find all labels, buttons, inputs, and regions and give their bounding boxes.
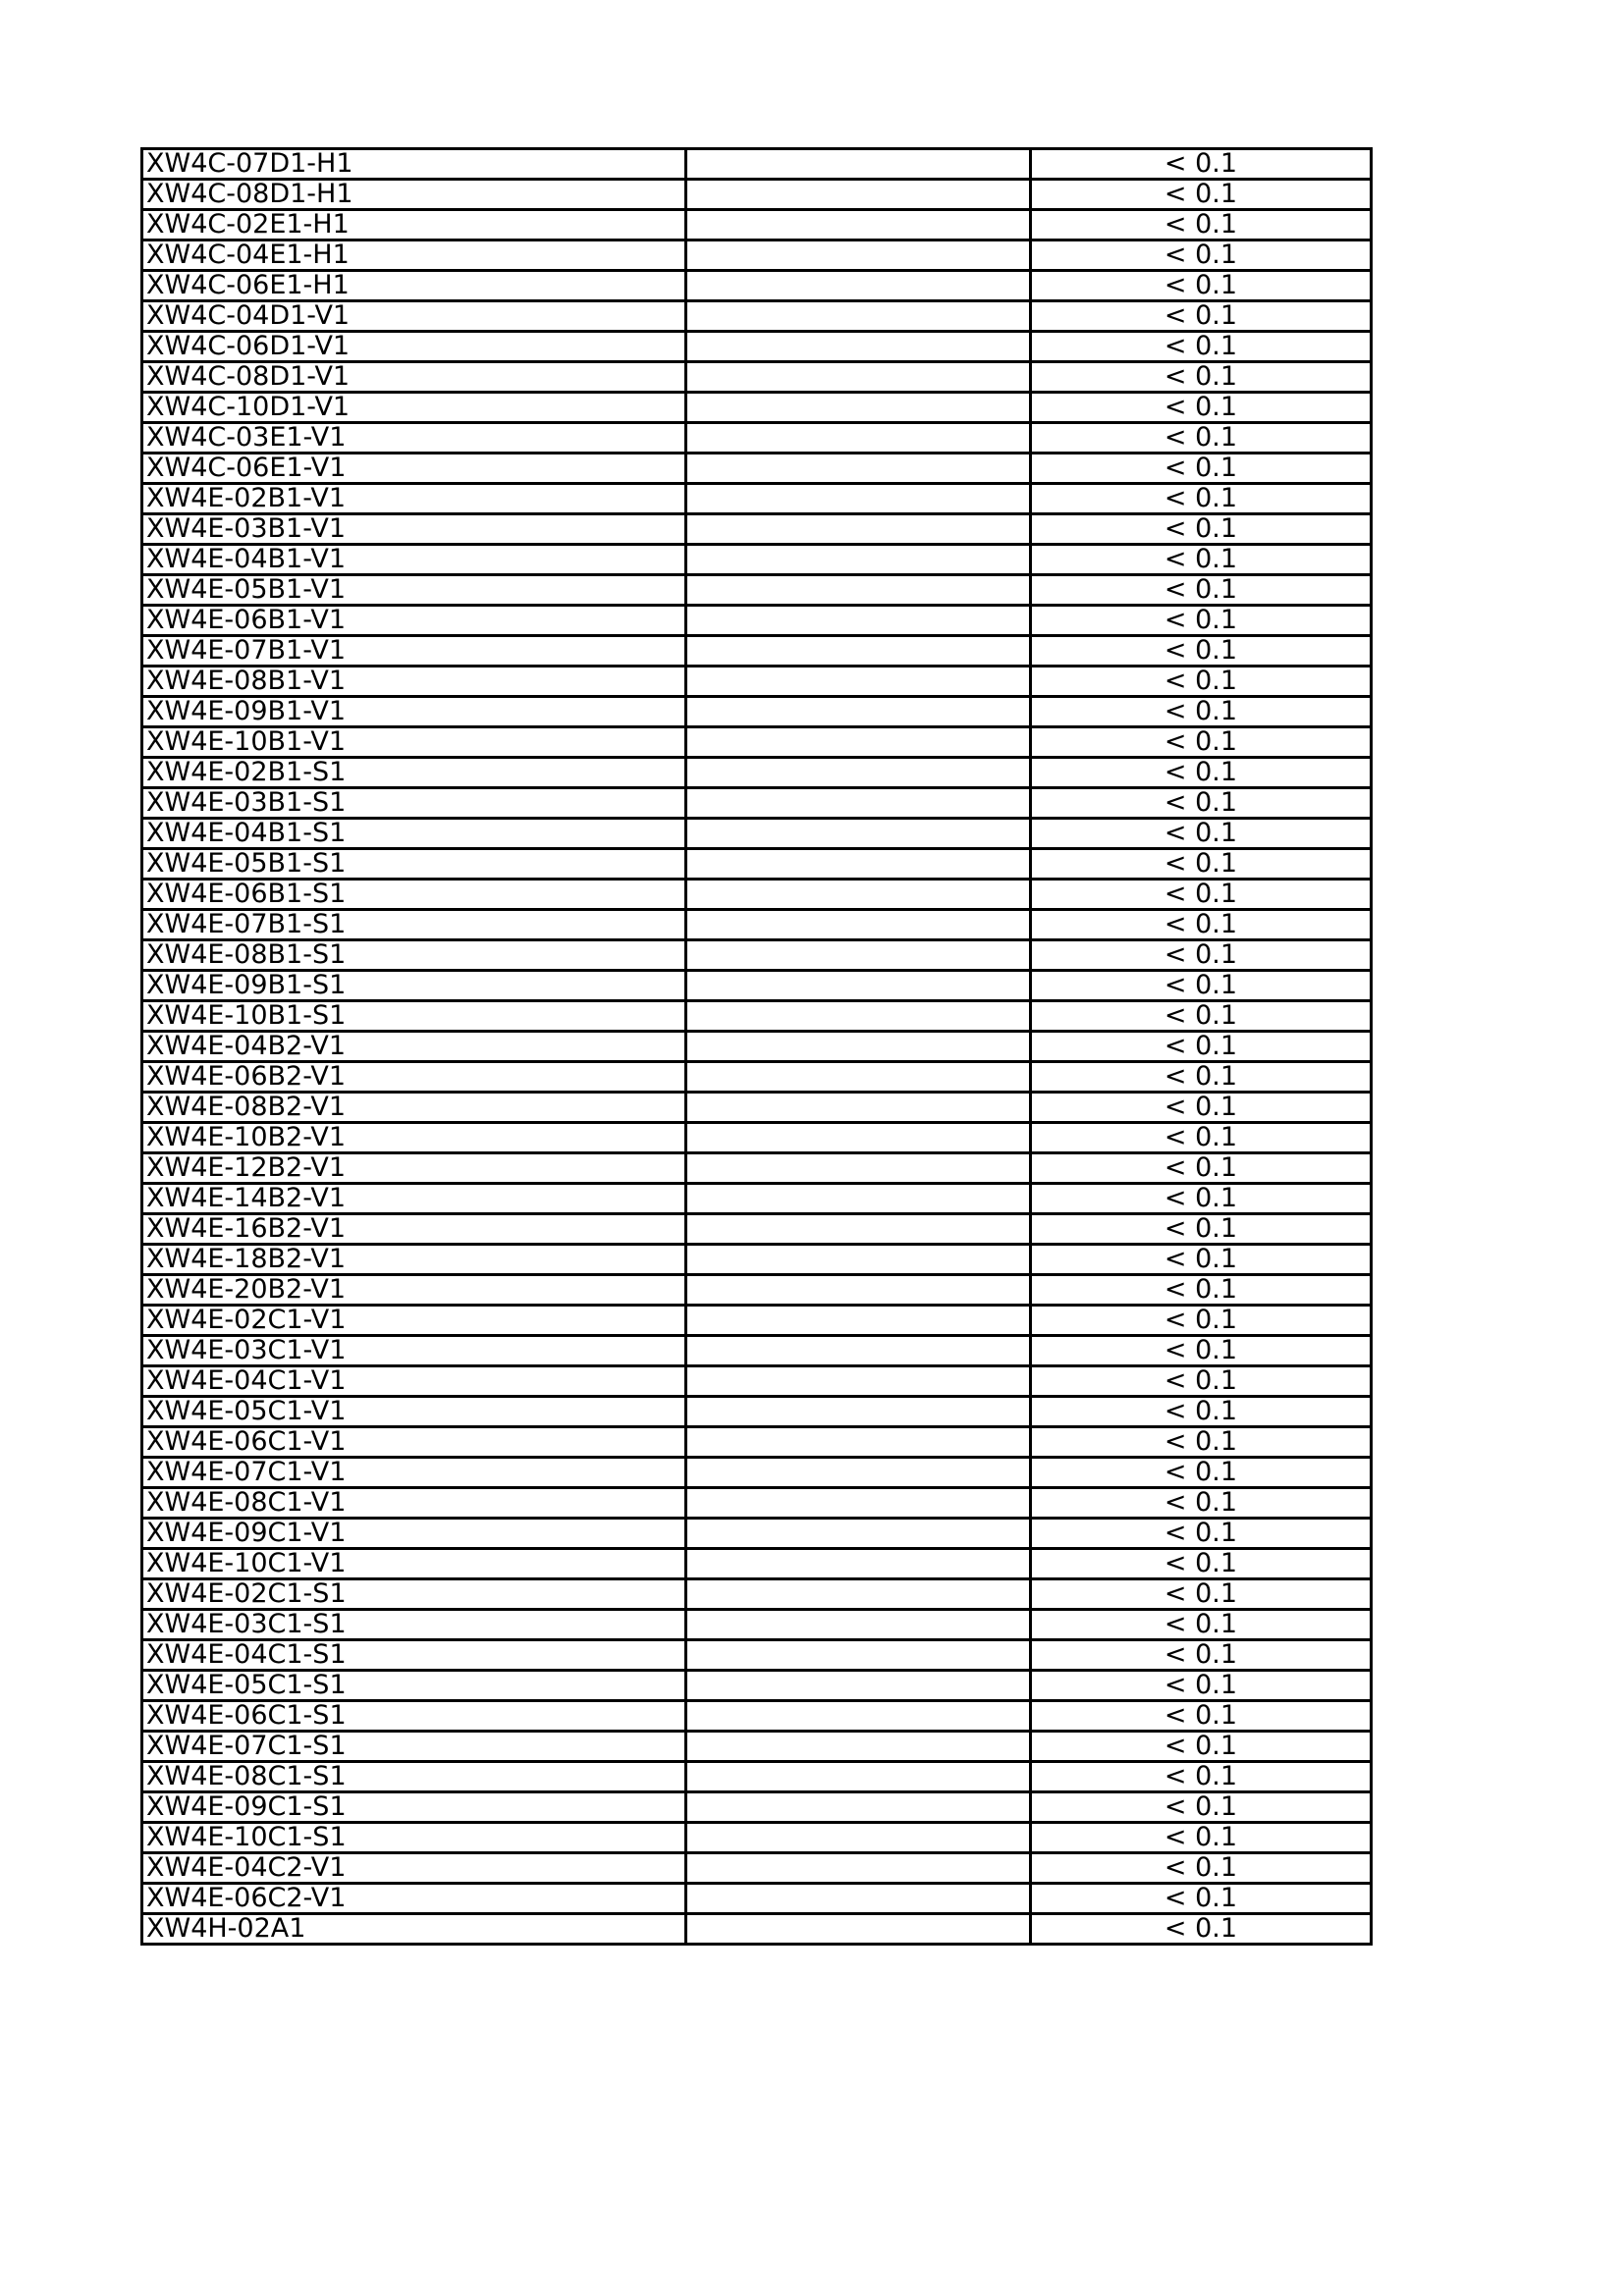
sample-id-cell: XW4E-09B1-V1 xyxy=(142,697,686,727)
result-value-cell: < 0.1 xyxy=(1031,1336,1372,1366)
result-value-cell: < 0.1 xyxy=(1031,819,1372,849)
result-value-cell: < 0.1 xyxy=(1031,1032,1372,1062)
sample-id-cell: XW4E-06C2-V1 xyxy=(142,1884,686,1914)
empty-cell xyxy=(686,788,1031,819)
empty-cell xyxy=(686,1519,1031,1549)
sample-id-cell: XW4C-04D1-V1 xyxy=(142,301,686,332)
table-row xyxy=(142,1306,1372,1336)
result-value-cell: < 0.1 xyxy=(1031,1762,1372,1792)
sample-id-cell: XW4E-03B1-V1 xyxy=(142,514,686,545)
empty-cell xyxy=(686,1245,1031,1275)
result-value-cell: < 0.1 xyxy=(1031,1123,1372,1153)
empty-cell xyxy=(686,1123,1031,1153)
empty-cell xyxy=(686,1640,1031,1671)
table-row xyxy=(142,393,1372,423)
sample-id-cell: XW4C-02E1-H1 xyxy=(142,210,686,240)
empty-cell xyxy=(686,1153,1031,1184)
sample-id-cell: XW4E-02C1-S1 xyxy=(142,1579,686,1610)
result-value-cell: < 0.1 xyxy=(1031,1306,1372,1336)
empty-cell xyxy=(686,1884,1031,1914)
empty-cell xyxy=(686,1366,1031,1397)
result-value-cell: < 0.1 xyxy=(1031,1153,1372,1184)
result-value-cell: < 0.1 xyxy=(1031,454,1372,484)
empty-cell xyxy=(686,240,1031,271)
sample-id-cell: XW4E-07C1-V1 xyxy=(142,1458,686,1488)
table-row xyxy=(142,514,1372,545)
result-value-cell: < 0.1 xyxy=(1031,1823,1372,1853)
empty-cell xyxy=(686,1732,1031,1762)
result-value-cell: < 0.1 xyxy=(1031,1884,1372,1914)
table-row xyxy=(142,849,1372,880)
empty-cell xyxy=(686,727,1031,758)
sample-id-cell: XW4E-04C1-S1 xyxy=(142,1640,686,1671)
result-value-cell: < 0.1 xyxy=(1031,1914,1372,1945)
table-row xyxy=(142,1427,1372,1458)
sample-id-cell: XW4E-08B1-V1 xyxy=(142,667,686,697)
empty-cell xyxy=(686,514,1031,545)
table-row xyxy=(142,362,1372,393)
table-row xyxy=(142,1701,1372,1732)
empty-cell xyxy=(686,1701,1031,1732)
sample-id-cell: XW4E-07B1-S1 xyxy=(142,910,686,940)
table-row xyxy=(142,940,1372,971)
sample-id-cell: XW4C-04E1-H1 xyxy=(142,240,686,271)
table-row xyxy=(142,636,1372,667)
sample-id-cell: XW4E-05C1-V1 xyxy=(142,1397,686,1427)
result-value-cell: < 0.1 xyxy=(1031,362,1372,393)
sample-id-cell: XW4E-10B2-V1 xyxy=(142,1123,686,1153)
sample-id-cell: XW4E-09C1-S1 xyxy=(142,1792,686,1823)
sample-id-cell: XW4E-03C1-S1 xyxy=(142,1610,686,1640)
result-value-cell: < 0.1 xyxy=(1031,1640,1372,1671)
result-value-cell: < 0.1 xyxy=(1031,1184,1372,1214)
table-row xyxy=(142,1488,1372,1519)
table-row xyxy=(142,880,1372,910)
empty-cell xyxy=(686,636,1031,667)
result-value-cell: < 0.1 xyxy=(1031,1397,1372,1427)
result-value-cell: < 0.1 xyxy=(1031,940,1372,971)
empty-cell xyxy=(686,1579,1031,1610)
sample-id-cell: XW4C-10D1-V1 xyxy=(142,393,686,423)
table-row xyxy=(142,1214,1372,1245)
empty-cell xyxy=(686,971,1031,1001)
sample-id-cell: XW4C-06E1-V1 xyxy=(142,454,686,484)
table-row xyxy=(142,240,1372,271)
sample-id-cell: XW4E-02C1-V1 xyxy=(142,1306,686,1336)
table-row xyxy=(142,1519,1372,1549)
table-row xyxy=(142,1823,1372,1853)
table-row xyxy=(142,575,1372,606)
table-row xyxy=(142,545,1372,575)
table-row xyxy=(142,1062,1372,1093)
empty-cell xyxy=(686,180,1031,210)
result-value-cell: < 0.1 xyxy=(1031,910,1372,940)
empty-cell xyxy=(686,1671,1031,1701)
result-value-cell: < 0.1 xyxy=(1031,210,1372,240)
empty-cell xyxy=(686,1792,1031,1823)
table-row xyxy=(142,1245,1372,1275)
result-value-cell: < 0.1 xyxy=(1031,514,1372,545)
empty-cell xyxy=(686,1275,1031,1306)
empty-cell xyxy=(686,1762,1031,1792)
empty-cell xyxy=(686,362,1031,393)
result-value-cell: < 0.1 xyxy=(1031,1488,1372,1519)
result-value-cell: < 0.1 xyxy=(1031,484,1372,514)
table-row xyxy=(142,758,1372,788)
sample-id-cell: XW4E-03B1-S1 xyxy=(142,788,686,819)
result-value-cell: < 0.1 xyxy=(1031,1732,1372,1762)
empty-cell xyxy=(686,271,1031,301)
empty-cell xyxy=(686,940,1031,971)
result-value-cell: < 0.1 xyxy=(1031,1671,1372,1701)
table-body xyxy=(142,149,1372,1945)
empty-cell xyxy=(686,1062,1031,1093)
empty-cell xyxy=(686,1458,1031,1488)
empty-cell xyxy=(686,758,1031,788)
table-row xyxy=(142,1123,1372,1153)
empty-cell xyxy=(686,910,1031,940)
sample-id-cell: XW4E-10C1-S1 xyxy=(142,1823,686,1853)
result-value-cell: < 0.1 xyxy=(1031,180,1372,210)
table-row xyxy=(142,1610,1372,1640)
table-row xyxy=(142,1032,1372,1062)
result-value-cell: < 0.1 xyxy=(1031,1549,1372,1579)
sample-id-cell: XW4E-10B1-S1 xyxy=(142,1001,686,1032)
sample-id-cell: XW4E-14B2-V1 xyxy=(142,1184,686,1214)
empty-cell xyxy=(686,454,1031,484)
empty-cell xyxy=(686,301,1031,332)
sample-id-cell: XW4H-02A1 xyxy=(142,1914,686,1945)
empty-cell xyxy=(686,1914,1031,1945)
result-value-cell: < 0.1 xyxy=(1031,971,1372,1001)
sample-id-cell: XW4E-05B1-S1 xyxy=(142,849,686,880)
empty-cell xyxy=(686,1032,1031,1062)
table-row xyxy=(142,910,1372,940)
sample-id-cell: XW4E-05B1-V1 xyxy=(142,575,686,606)
table-row xyxy=(142,1093,1372,1123)
result-value-cell: < 0.1 xyxy=(1031,1001,1372,1032)
table-row xyxy=(142,454,1372,484)
sample-id-cell: XW4E-10C1-V1 xyxy=(142,1549,686,1579)
empty-cell xyxy=(686,606,1031,636)
empty-cell xyxy=(686,1093,1031,1123)
table-row xyxy=(142,1366,1372,1397)
table-row xyxy=(142,1579,1372,1610)
sample-id-cell: XW4E-05C1-S1 xyxy=(142,1671,686,1701)
empty-cell xyxy=(686,667,1031,697)
result-value-cell: < 0.1 xyxy=(1031,332,1372,362)
sample-id-cell: XW4E-04B1-V1 xyxy=(142,545,686,575)
table-row xyxy=(142,1549,1372,1579)
result-value-cell: < 0.1 xyxy=(1031,149,1372,180)
empty-cell xyxy=(686,1853,1031,1884)
result-value-cell: < 0.1 xyxy=(1031,697,1372,727)
sample-id-cell: XW4E-06C1-S1 xyxy=(142,1701,686,1732)
table-row xyxy=(142,1640,1372,1671)
result-value-cell: < 0.1 xyxy=(1031,1458,1372,1488)
table-row xyxy=(142,727,1372,758)
sample-id-cell: XW4C-03E1-V1 xyxy=(142,423,686,454)
sample-id-cell: XW4C-08D1-H1 xyxy=(142,180,686,210)
sample-id-cell: XW4C-08D1-V1 xyxy=(142,362,686,393)
sample-id-cell: XW4E-06C1-V1 xyxy=(142,1427,686,1458)
table-row xyxy=(142,1397,1372,1427)
sample-id-cell: XW4E-06B1-V1 xyxy=(142,606,686,636)
table-row xyxy=(142,1001,1372,1032)
table-row xyxy=(142,1184,1372,1214)
result-value-cell: < 0.1 xyxy=(1031,271,1372,301)
result-value-cell: < 0.1 xyxy=(1031,1519,1372,1549)
empty-cell xyxy=(686,545,1031,575)
table-row xyxy=(142,423,1372,454)
sample-id-cell: XW4E-04C1-V1 xyxy=(142,1366,686,1397)
result-value-cell: < 0.1 xyxy=(1031,1366,1372,1397)
empty-cell xyxy=(686,210,1031,240)
result-value-cell: < 0.1 xyxy=(1031,1245,1372,1275)
table-row xyxy=(142,1671,1372,1701)
sample-id-cell: XW4E-07C1-S1 xyxy=(142,1732,686,1762)
result-value-cell: < 0.1 xyxy=(1031,301,1372,332)
sample-id-cell: XW4E-10B1-V1 xyxy=(142,727,686,758)
sample-id-cell: XW4C-07D1-H1 xyxy=(142,149,686,180)
sample-id-cell: XW4E-12B2-V1 xyxy=(142,1153,686,1184)
empty-cell xyxy=(686,1001,1031,1032)
empty-cell xyxy=(686,332,1031,362)
sample-id-cell: XW4E-06B1-S1 xyxy=(142,880,686,910)
sample-id-cell: XW4E-04B2-V1 xyxy=(142,1032,686,1062)
empty-cell xyxy=(686,423,1031,454)
sample-id-cell: XW4E-08C1-S1 xyxy=(142,1762,686,1792)
sample-id-cell: XW4E-09B1-S1 xyxy=(142,971,686,1001)
result-value-cell: < 0.1 xyxy=(1031,606,1372,636)
table-row xyxy=(142,1762,1372,1792)
result-value-cell: < 0.1 xyxy=(1031,1853,1372,1884)
table-row xyxy=(142,667,1372,697)
empty-cell xyxy=(686,1336,1031,1366)
sample-id-cell: XW4C-06E1-H1 xyxy=(142,271,686,301)
table-row xyxy=(142,1336,1372,1366)
result-value-cell: < 0.1 xyxy=(1031,727,1372,758)
table-row xyxy=(142,149,1372,180)
table-row xyxy=(142,697,1372,727)
result-value-cell: < 0.1 xyxy=(1031,393,1372,423)
sample-id-cell: XW4E-02B1-S1 xyxy=(142,758,686,788)
empty-cell xyxy=(686,819,1031,849)
table-row xyxy=(142,484,1372,514)
empty-cell xyxy=(686,697,1031,727)
result-value-cell: < 0.1 xyxy=(1031,667,1372,697)
result-value-cell: < 0.1 xyxy=(1031,788,1372,819)
empty-cell xyxy=(686,393,1031,423)
table-row xyxy=(142,971,1372,1001)
sample-id-cell: XW4E-03C1-V1 xyxy=(142,1336,686,1366)
table-row xyxy=(142,1792,1372,1823)
sample-id-cell: XW4E-02B1-V1 xyxy=(142,484,686,514)
sample-id-cell: XW4E-16B2-V1 xyxy=(142,1214,686,1245)
table-row xyxy=(142,1914,1372,1945)
table-row xyxy=(142,1153,1372,1184)
data-table xyxy=(140,147,1373,1946)
empty-cell xyxy=(686,849,1031,880)
empty-cell xyxy=(686,1427,1031,1458)
table-row xyxy=(142,180,1372,210)
sample-id-cell: XW4E-08C1-V1 xyxy=(142,1488,686,1519)
table-row xyxy=(142,1884,1372,1914)
result-value-cell: < 0.1 xyxy=(1031,575,1372,606)
empty-cell xyxy=(686,1823,1031,1853)
sample-id-cell: XW4E-08B1-S1 xyxy=(142,940,686,971)
table-row xyxy=(142,1458,1372,1488)
sample-id-cell: XW4E-07B1-V1 xyxy=(142,636,686,667)
result-value-cell: < 0.1 xyxy=(1031,636,1372,667)
sample-id-cell: XW4E-20B2-V1 xyxy=(142,1275,686,1306)
table-row xyxy=(142,606,1372,636)
table-row xyxy=(142,788,1372,819)
result-value-cell: < 0.1 xyxy=(1031,1214,1372,1245)
result-value-cell: < 0.1 xyxy=(1031,1610,1372,1640)
result-value-cell: < 0.1 xyxy=(1031,880,1372,910)
empty-cell xyxy=(686,1488,1031,1519)
empty-cell xyxy=(686,1610,1031,1640)
result-value-cell: < 0.1 xyxy=(1031,1093,1372,1123)
table-row xyxy=(142,332,1372,362)
empty-cell xyxy=(686,1184,1031,1214)
empty-cell xyxy=(686,880,1031,910)
sample-id-cell: XW4E-06B2-V1 xyxy=(142,1062,686,1093)
result-value-cell: < 0.1 xyxy=(1031,1275,1372,1306)
empty-cell xyxy=(686,149,1031,180)
result-value-cell: < 0.1 xyxy=(1031,1427,1372,1458)
result-value-cell: < 0.1 xyxy=(1031,545,1372,575)
result-value-cell: < 0.1 xyxy=(1031,1701,1372,1732)
result-value-cell: < 0.1 xyxy=(1031,849,1372,880)
empty-cell xyxy=(686,1397,1031,1427)
sample-id-cell: XW4E-04B1-S1 xyxy=(142,819,686,849)
empty-cell xyxy=(686,1549,1031,1579)
sample-id-cell: XW4E-04C2-V1 xyxy=(142,1853,686,1884)
sample-id-cell: XW4C-06D1-V1 xyxy=(142,332,686,362)
empty-cell xyxy=(686,1214,1031,1245)
sample-id-cell: XW4E-18B2-V1 xyxy=(142,1245,686,1275)
empty-cell xyxy=(686,575,1031,606)
sample-id-cell: XW4E-08B2-V1 xyxy=(142,1093,686,1123)
result-value-cell: < 0.1 xyxy=(1031,240,1372,271)
empty-cell xyxy=(686,484,1031,514)
table-row xyxy=(142,271,1372,301)
table-row xyxy=(142,301,1372,332)
table-row xyxy=(142,819,1372,849)
empty-cell xyxy=(686,1306,1031,1336)
sample-id-cell: XW4E-09C1-V1 xyxy=(142,1519,686,1549)
result-value-cell: < 0.1 xyxy=(1031,423,1372,454)
table-row xyxy=(142,1853,1372,1884)
result-value-cell: < 0.1 xyxy=(1031,1062,1372,1093)
table-row xyxy=(142,210,1372,240)
table-row xyxy=(142,1275,1372,1306)
result-value-cell: < 0.1 xyxy=(1031,758,1372,788)
table-row xyxy=(142,1732,1372,1762)
result-value-cell: < 0.1 xyxy=(1031,1579,1372,1610)
result-value-cell: < 0.1 xyxy=(1031,1792,1372,1823)
